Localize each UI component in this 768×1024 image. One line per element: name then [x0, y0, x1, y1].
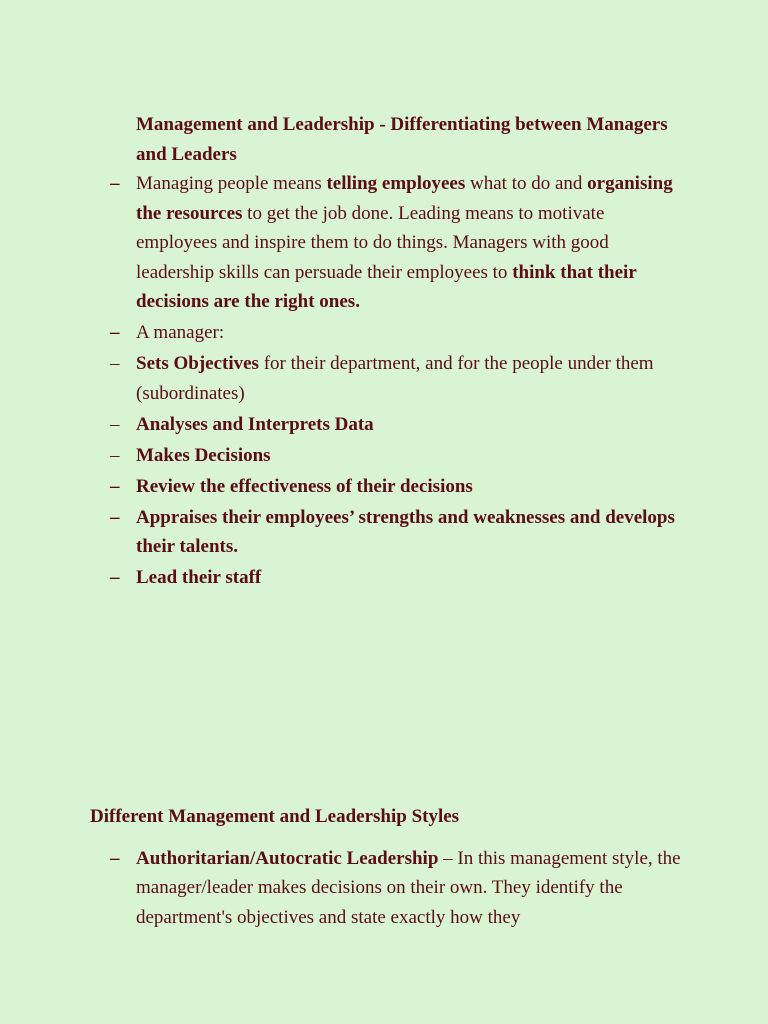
dash-bullet: –: [110, 353, 120, 374]
list-item: – A manager:: [110, 318, 690, 348]
section-leadership-styles: [90, 802, 690, 934]
dash-bullet: –: [110, 413, 120, 435]
list-item: – Appraises their employees’ strengths and weaknesses and develops their talents.: [110, 503, 690, 562]
list-item: – Lead their staff: [110, 563, 690, 593]
list-item: – Makes Decisions: [110, 441, 690, 471]
bullet-list: [110, 169, 690, 593]
list-item: – Review the effectiveness of their decisions: [110, 472, 690, 502]
section-heading: Different Management and Leadership Styles: [90, 806, 460, 827]
dash-bullet: –: [110, 322, 120, 343]
list-item: – Managing people means telling employees what to do and organising the resources to get the job done. Leading means to motivate employees and inspire them to do things. Managers with good leadership skills can persuade their employees to think that their decisions are the right ones.: [110, 169, 690, 317]
list-item: – Sets Objectives for their department, and for the people under them (subordinates): [110, 349, 690, 408]
dash-bullet: –: [110, 173, 120, 194]
section-managers-vs-leaders: [110, 110, 690, 594]
list-item: – Analyses and Interprets Data: [110, 410, 690, 440]
dash-bullet: –: [110, 506, 120, 528]
dash-bullet: –: [110, 475, 120, 497]
bullet-list: [110, 844, 690, 933]
dash-bullet: –: [110, 847, 120, 869]
section-heading: Management and Leadership - Differentiating between Managers and Leaders: [136, 114, 668, 165]
list-item: – Authoritarian/Autocratic Leadership – In this management style, the manager/leader makes decisions on their own. They identify the department's objectives and state exactly how they: [110, 844, 690, 933]
dash-bullet: –: [110, 567, 120, 588]
dash-bullet: –: [110, 444, 120, 466]
